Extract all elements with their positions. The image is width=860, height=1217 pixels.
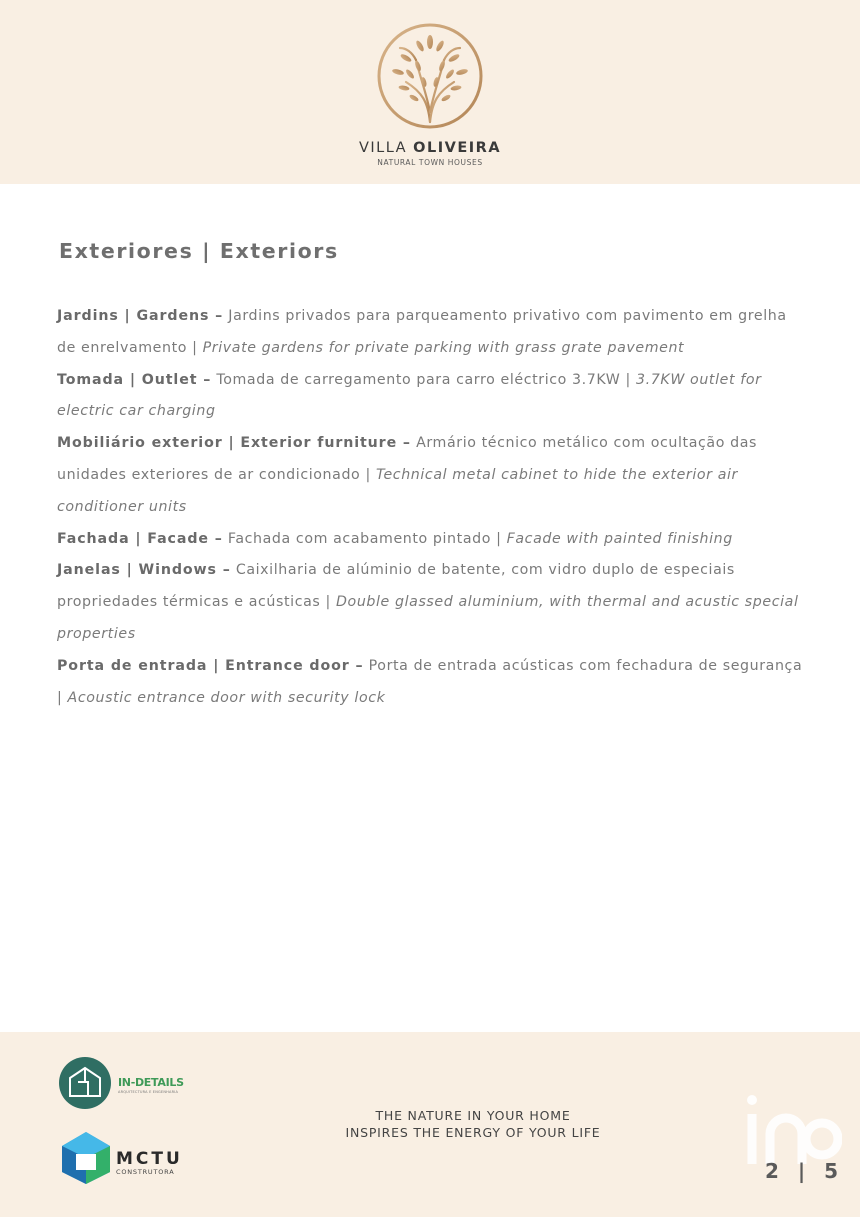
- spec-text-en: 3.7KW outlet for electric car charging: [57, 371, 762, 420]
- in-details-logo-icon: [58, 1056, 112, 1110]
- spec-item-facade: [57, 524, 807, 556]
- spec-item-exterior-furniture: [57, 428, 807, 523]
- tagline-line-2: INSPIRES THE ENERGY OF YOUR LIFE: [345, 1125, 601, 1140]
- tagline-line-1: THE NATURE IN YOUR HOME: [375, 1108, 571, 1123]
- spec-label: Mobiliário exterior | Exterior furniture –: [57, 435, 411, 452]
- spec-item-windows: [57, 555, 807, 650]
- spec-label: Porta de entrada | Entrance door –: [57, 657, 364, 674]
- partner-in-details-sub: ARQUITECTURA E ENGENHARIA: [118, 1090, 179, 1094]
- spec-text-en: Double glassed aluminium, with thermal and acustic special properties: [57, 594, 799, 642]
- spec-text-en: Acoustic entrance door with security lock: [67, 689, 386, 706]
- spec-item-gardens: [57, 301, 807, 365]
- partner-in-details-name: IN-DETAILS: [118, 1076, 184, 1089]
- brand-name-bold: OLIVEIRA: [413, 140, 502, 156]
- spec-label: Janelas | Windows –: [57, 562, 231, 579]
- specifications-list: [57, 301, 807, 714]
- spec-text-pt: Caixilharia de alúminio de batente, com vidro duplo de especiais propriedades térmicas e acústicas |: [57, 562, 735, 611]
- page-footer: [0, 1032, 860, 1217]
- spec-text-en: Technical metal cabinet to hide the exterior air conditioner units: [57, 466, 738, 515]
- partner-mctu-sub: CONSTRUTORA: [116, 1168, 175, 1176]
- spec-item-outlet: [57, 365, 807, 429]
- spec-text-pt: Porta de entrada acústicas com fechadura de segurança |: [57, 657, 803, 706]
- section-title: Exteriores | Exteriors: [59, 239, 339, 263]
- partner-mctu-name: MCTU: [116, 1149, 183, 1169]
- spec-text-pt: Armário técnico metálico com ocultação das unidades exteriores de ar condicionado |: [57, 435, 757, 483]
- spec-label: Fachada | Facade –: [57, 530, 223, 547]
- spec-text-en: Private gardens for private parking with grass grate pavement: [202, 339, 685, 356]
- olive-tree-icon: [376, 22, 484, 130]
- spec-label: Jardins | Gardens –: [57, 308, 224, 324]
- page-header: [0, 0, 860, 184]
- spec-item-entrance-door: [57, 651, 807, 715]
- spec-label: Tomada | Outlet –: [57, 371, 212, 388]
- spec-text-pt: Jardins privados para parqueamento privativo com pavimento em grelha de enrelvamento |: [57, 308, 787, 356]
- brand-name: [0, 140, 860, 156]
- brand-name-light: VILLA: [358, 140, 408, 156]
- spec-text-pt: Fachada com acabamento pintado |: [227, 530, 502, 547]
- spec-text-en: Facade with painted finishing: [506, 530, 733, 547]
- footer-tagline: [0, 1107, 860, 1141]
- spec-text-pt: Tomada de carregamento para carro eléctrico 3.7KW |: [216, 371, 631, 388]
- brand-subtitle: NATURAL TOWN HOUSES: [377, 158, 483, 167]
- page-number: 2 | 5: [765, 1159, 845, 1183]
